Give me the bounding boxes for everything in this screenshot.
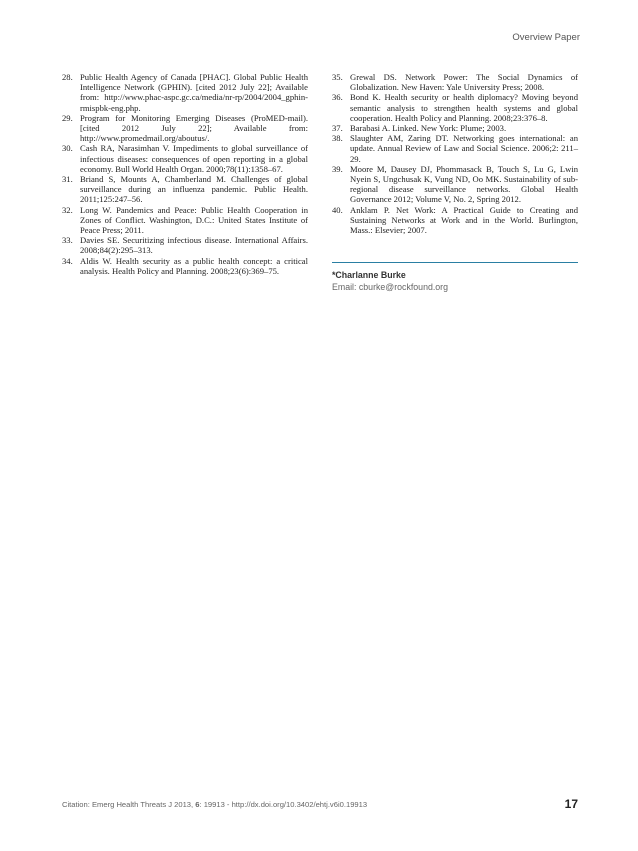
author-name: *Charlanne Burke [332,270,406,280]
reference-number: 33. [62,235,73,246]
reference-item [332,164,578,205]
page-number: 17 [564,797,578,811]
section-label: Overview Paper [512,32,580,43]
reference-list [62,72,308,276]
reference-number: 37. [332,123,343,134]
author-block [332,270,578,293]
reference-number: 31. [62,174,73,185]
reference-text: Aldis W. Health security as a public health concept: a critical analysis. Health Policy and Planning. 2008;23(6):369–75. [80,255,308,276]
reference-item [62,174,308,205]
reference-number: 40. [332,204,343,215]
reference-item [332,123,578,133]
reference-number: 30. [62,143,73,154]
reference-text: Davies SE. Securitizing infectious disease. International Affairs. 2008;84(2):295–313. [80,235,308,256]
reference-item [62,143,308,174]
reference-text: Public Health Agency of Canada [PHAC]. Global Public Health Intelligence Network (GPHIN). [cited 2012 July 22]; Available from: http://www.phac-aspc.gc.ca/media/nr-rp/2004/2004_gphin-rmispbk-eng.php. [80,72,308,113]
reference-item [62,256,308,276]
reference-text: Barabasi A. Linked. New York: Plume; 2003. [350,123,507,134]
reference-item [62,72,308,113]
author-divider [332,262,578,263]
reference-text: Cash RA, Narasimhan V. Impediments to global surveillance of infectious diseases: consequences of open reporting in a global economy. Bull World Health Organ. 2000;78(11):1358–67. [80,143,308,174]
reference-number: 39. [332,163,343,174]
reference-number: 36. [332,92,343,103]
reference-item [62,205,308,236]
reference-list [332,72,578,235]
references-left-column [62,72,308,276]
reference-text: Program for Monitoring Emerging Diseases (ProMED-mail). [cited 2012 July 22]; Available from: http://www.promedmail.org/aboutus/. [80,112,308,144]
reference-number: 35. [332,72,343,82]
citation-volume: 6 [195,800,200,809]
reference-item [332,205,578,236]
reference-text: Long W. Pandemics and Peace: Public Health Cooperation in Zones of Conflict. Washington, D.C.: United States Institute of Peace Press; 2011. [80,204,308,236]
reference-number: 32. [62,204,73,215]
reference-text: Anklam P. Net Work: A Practical Guide to Creating and Sustaining Networks at Work and in the World. Burlington, Mass.: Elsevier; 2007. [350,204,578,236]
reference-item [62,235,308,255]
citation-prefix: Citation: Emerg Health Threats J 2013, [62,800,196,809]
reference-number: 29. [62,112,73,123]
reference-number: 28. [62,72,73,82]
reference-text: Slaughter AM, Zaring DT. Networking goes international: an update. Annual Review of Law and Social Science. 2006;2: 211–29. [350,133,578,164]
citation-suffix: : 19913 - http://dx.doi.org/10.3402/ehtj.v6i0.19913 [199,800,368,809]
reference-item [62,113,308,144]
citation-footer [62,800,578,809]
reference-item [332,133,578,164]
reference-item [332,92,578,123]
author-email[interactable]: Email: cburke@rockfound.org [332,281,449,292]
references-right-column [332,72,578,235]
reference-item [332,72,578,92]
reference-text: Grewal DS. Network Power: The Social Dynamics of Globalization. New Haven: Yale University Press; 2008. [350,72,578,93]
reference-number: 38. [332,133,343,144]
reference-text: Bond K. Health security or health diplomacy? Moving beyond semantic analysis to strengthen health systems and global cooperation. Health Policy and Planning. 2008;23:376–8. [350,92,578,123]
reference-number: 34. [62,255,73,266]
reference-text: Moore M, Dausey DJ, Phommasack B, Touch S, Lu G, Lwin Nyein S, Ungchusak K, Vung ND, Oo MK. Sustainability of sub-regional disease surveillance networks. Global Health Governance 2012; Volume V, No. 2, Spring 2012. [350,163,578,205]
reference-text: Briand S, Mounts A, Chamberland M. Challenges of global surveillance during an influenza pandemic. Public Health. 2011;125:247–56. [80,174,308,205]
